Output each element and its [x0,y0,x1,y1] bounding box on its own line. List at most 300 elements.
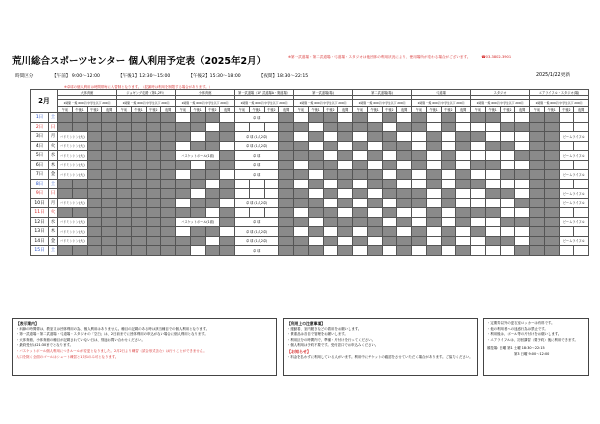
closed-cell [441,151,456,161]
closed-cell [367,246,382,256]
closed-cell [544,208,559,218]
closed-cell [397,170,412,180]
day-cell: 7日 [31,170,49,180]
closed-cell [161,113,176,123]
closed-cell [87,113,102,123]
updated-date: 2025/1/22更新 [536,73,571,78]
open-cell [338,236,353,246]
weekday-cell: 土 [49,246,58,256]
closed-cell [131,189,146,199]
schedule-line: 競技場: 日曜 第1 土曜 18:30～22:15 [487,346,545,351]
closed-cell [515,151,530,161]
open-cell [456,160,471,170]
closed-cell [146,246,161,256]
fee-header: 2時間 一般 600円 中学生以下 200円 [117,100,176,107]
open-cell [338,189,353,199]
closed-cell [426,246,441,256]
fee-header: 2時間 一般 600円 中学生以下 200円 [294,100,353,107]
closed-cell [544,217,559,227]
info-box-rules [283,318,478,376]
weekday-cell: 金 [49,236,58,246]
open-cell [515,141,530,151]
closed-cell [102,122,117,132]
area-header: 大体育館 [58,90,117,96]
closed-cell [117,208,132,218]
open-cell [353,227,368,237]
closed-cell [397,217,412,227]
period-header: 午前 [353,107,368,113]
event-cell: バドミントン(大) [58,217,88,227]
table-row [31,227,589,237]
table-row [31,179,589,189]
open-cell [574,208,589,218]
open-cell [412,170,427,180]
info-box-misc [483,318,589,376]
open-cell [426,151,441,161]
closed-cell [102,236,117,246]
weekday-cell: 日 [49,122,58,132]
open-cell [308,122,323,132]
month-cell: 2月 [31,90,58,113]
closed-cell [131,113,146,123]
closed-cell [102,141,117,151]
closed-cell [367,122,382,132]
closed-cell [146,170,161,180]
day-cell: 6日 [31,160,49,170]
closed-cell [367,170,382,180]
event-cell: 卓 球 (1人2卓) [235,198,279,208]
closed-cell [485,189,500,199]
open-cell [235,208,250,218]
open-cell [500,246,515,256]
closed-cell [382,132,397,142]
closed-cell [205,227,220,237]
open-cell [500,151,515,161]
closed-cell [500,189,515,199]
open-cell [515,113,530,123]
closed-cell [102,217,117,227]
closed-cell [530,198,545,208]
open-cell [441,208,456,218]
open-cell [471,122,486,132]
closed-cell [382,227,397,237]
closed-cell [279,198,294,208]
period-header: 午後2 [87,107,102,113]
closed-cell [426,208,441,218]
closed-cell [146,179,161,189]
closed-cell [500,122,515,132]
open-cell [249,208,264,218]
closed-cell [471,179,486,189]
table-row [31,122,589,132]
closed-cell [530,217,545,227]
event-cell: バドミントン(大) [58,198,88,208]
event-cell: バドミントン(大) [58,151,88,161]
closed-cell [382,179,397,189]
closed-cell [294,217,309,227]
period-header: 午後1 [544,107,559,113]
table-row [31,151,589,161]
open-cell [574,113,589,123]
closed-cell [308,113,323,123]
area-header: 弓道場 [412,90,471,96]
open-cell [485,179,500,189]
event-cell: バドミントン(大) [58,141,88,151]
open-cell [249,179,264,189]
event-cell: 卓 球 [235,170,279,180]
closed-cell [456,217,471,227]
period-header: 午前 [235,107,250,113]
open-cell [220,198,235,208]
closed-cell [279,151,294,161]
closed-cell [530,160,545,170]
closed-cell [294,141,309,151]
open-cell [176,113,191,123]
area-header: 第一武道場(場) [294,90,353,96]
open-cell [515,236,530,246]
closed-cell [87,141,102,151]
table-row [31,160,589,170]
period-header: 午後2 [500,107,515,113]
closed-cell [412,160,427,170]
event-cell: バドミントン(大) [58,236,88,246]
closed-cell [220,132,235,142]
closed-cell [353,141,368,151]
fee-header: 2時間 一般 600円 中学生以下 200円 [235,100,294,107]
open-cell [515,179,530,189]
rules-title: 【利用上の注意事項】 [287,321,325,326]
open-cell [574,160,589,170]
closed-cell [397,189,412,199]
day-cell: 13日 [31,227,49,237]
closed-cell [205,198,220,208]
open-cell [471,151,486,161]
open-cell [338,141,353,151]
closed-cell [58,246,73,256]
open-cell [397,113,412,123]
event-cell: バスケットボール(1面) [176,217,220,227]
open-cell [220,170,235,180]
open-cell [559,246,574,256]
closed-cell [102,160,117,170]
open-cell [397,132,412,142]
event-cell: ビームライフル [559,170,589,180]
closed-cell [117,122,132,132]
open-cell [382,122,397,132]
closed-cell [338,179,353,189]
day-cell: 8日 [31,179,49,189]
closed-cell [176,246,191,256]
guide-line: ・大体育館、小体育館の種目が記載されていない日は、別途お問い合わせください。 [16,337,145,342]
closed-cell [146,208,161,218]
event-cell: ビームライフル [559,198,589,208]
closed-cell [308,160,323,170]
misc-line: ・エアライフルは、初回講習（要予約）後に利用できます。 [487,337,578,342]
period-header: 午後2 [441,107,456,113]
open-cell [353,246,368,256]
closed-cell [441,160,456,170]
closed-cell [441,198,456,208]
closed-cell [190,236,205,246]
period-header: 午後2 [264,107,279,113]
open-cell [397,179,412,189]
closed-cell [220,160,235,170]
open-cell [559,179,574,189]
open-cell [176,141,191,151]
closed-cell [500,170,515,180]
open-cell [456,236,471,246]
closed-cell [471,113,486,123]
misc-line: ・定期券以外の更衣室ロッカーは有料です。 [487,321,555,325]
closed-cell [426,141,441,151]
closed-cell [131,198,146,208]
period-header: 午後1 [308,107,323,113]
open-cell [515,208,530,218]
misc-line: ・利用後は、ボール等の片付けをお願いします。 [487,332,562,337]
open-cell [367,113,382,123]
closed-cell [338,122,353,132]
closed-cell [205,113,220,123]
table-row [31,141,589,151]
open-cell [323,227,338,237]
notice-title: 【お知らせ】 [287,348,311,354]
closed-cell [117,189,132,199]
guide-line: ・第一武道場・第二武道場・弓道場・スタジオの「空白」は、2日前までに団体利用の申込がない場合に個人利用となります。 [16,332,208,337]
closed-cell [131,160,146,170]
fee-header: 2時間 一般 600円 中学生以下 200円 [471,100,530,107]
closed-cell [353,122,368,132]
top-notice: ※第一武道場・第二武道場・弓道場・スタジオは他団体の利用状況により、使用場所が変わる場合がございます。 ☎03-3802-3901 [288,55,512,59]
closed-cell [117,160,132,170]
open-cell [294,208,309,218]
open-cell [294,113,309,123]
closed-cell [485,236,500,246]
closed-cell [87,160,102,170]
closed-cell [87,132,102,142]
open-cell [515,189,530,199]
open-cell [426,122,441,132]
closed-cell [426,132,441,142]
closed-cell [530,179,545,189]
closed-cell [544,151,559,161]
rules-line: ・利用区分の時間内で、準備・片付けを行ってください。 [287,337,376,342]
open-cell [471,141,486,151]
guide-title: 【表示案内】 [16,321,39,326]
open-cell [294,160,309,170]
closed-cell [102,246,117,256]
open-cell [426,198,441,208]
closed-cell [530,170,545,180]
closed-cell [279,227,294,237]
open-cell [471,170,486,180]
open-cell [412,141,427,151]
closed-cell [382,141,397,151]
closed-cell [131,122,146,132]
event-cell: 卓 球 [235,113,279,123]
area-header: 第一武道場（1F 武道場A・剣道場） [235,90,294,96]
closed-cell [544,189,559,199]
period-header: 午後1 [367,107,382,113]
open-cell [485,246,500,256]
period-header: 夜間 [338,107,353,113]
closed-cell [161,160,176,170]
open-cell [220,227,235,237]
closed-cell [294,246,309,256]
open-cell [471,217,486,227]
closed-cell [117,170,132,180]
guide-line: 入口を除く全面のゴールはシュート練習と1対1のみ可となります。 [16,354,119,359]
closed-cell [146,198,161,208]
closed-cell [72,246,87,256]
open-cell [412,132,427,142]
open-cell [220,141,235,151]
open-cell [500,113,515,123]
closed-cell [87,227,102,237]
closed-cell [441,227,456,237]
closed-cell [87,189,102,199]
closed-cell [382,160,397,170]
open-cell [382,170,397,180]
closed-cell [308,246,323,256]
open-cell [441,170,456,180]
closed-cell [367,198,382,208]
open-cell [367,141,382,151]
closed-cell [117,141,132,151]
closed-cell [412,236,427,246]
closed-cell [161,189,176,199]
open-cell [515,227,530,237]
open-cell [456,151,471,161]
closed-cell [146,189,161,199]
open-cell [323,132,338,142]
open-cell [367,160,382,170]
closed-cell [102,189,117,199]
closed-cell [176,236,191,246]
open-cell [190,132,205,142]
open-cell [500,179,515,189]
closed-cell [397,236,412,246]
open-cell [412,217,427,227]
event-cell: 卓 球 [235,217,279,227]
closed-cell [456,179,471,189]
closed-cell [544,170,559,180]
closed-cell [456,141,471,151]
day-cell: 1日 [31,113,49,123]
closed-cell [72,189,87,199]
closed-cell [530,189,545,199]
event-cell: ビームライフル [559,189,589,199]
open-cell [500,198,515,208]
closed-cell [353,236,368,246]
closed-cell [87,170,102,180]
closed-cell [161,217,176,227]
open-cell [441,217,456,227]
open-cell [456,198,471,208]
closed-cell [220,189,235,199]
event-cell: 卓 球 (1人2卓) [235,227,279,237]
closed-cell [308,179,323,189]
closed-cell [500,141,515,151]
open-cell [205,179,220,189]
open-cell [220,113,235,123]
closed-cell [530,151,545,161]
guide-line: ・最終受付は21:30までとなります。 [16,343,73,348]
closed-cell [338,246,353,256]
open-cell [456,122,471,132]
open-cell [456,113,471,123]
closed-cell [530,236,545,246]
period-header: 午後2 [559,107,574,113]
closed-cell [294,189,309,199]
hours-bar [12,71,517,80]
closed-cell [146,151,161,161]
closed-cell [190,122,205,132]
closed-cell [544,132,559,142]
closed-cell [367,132,382,142]
page-title: 荒川総合スポーツセンター 個人利用予定表（2025年2月） [12,56,267,67]
closed-cell [131,170,146,180]
period-header: 夜間 [574,107,589,113]
open-cell [338,113,353,123]
event-cell: 卓 球 [235,246,279,256]
open-cell [382,198,397,208]
closed-cell [146,217,161,227]
closed-cell [338,151,353,161]
closed-cell [205,141,220,151]
closed-cell [353,113,368,123]
open-cell [485,198,500,208]
closed-cell [294,151,309,161]
closed-cell [544,246,559,256]
closed-cell [544,227,559,237]
open-cell [294,179,309,189]
table-row [31,132,589,142]
open-cell [500,160,515,170]
closed-cell [131,132,146,142]
closed-cell [161,246,176,256]
open-cell [574,141,589,151]
closed-cell [308,208,323,218]
closed-cell [485,141,500,151]
closed-cell [58,122,73,132]
open-cell [485,217,500,227]
closed-cell [544,160,559,170]
closed-cell [146,236,161,246]
closed-cell [279,208,294,218]
closed-cell [544,236,559,246]
closed-cell [72,122,87,132]
open-cell [500,208,515,218]
closed-cell [382,236,397,246]
closed-cell [308,132,323,142]
period-header: 午後2 [323,107,338,113]
closed-cell [87,246,102,256]
closed-cell [515,217,530,227]
closed-cell [161,198,176,208]
open-cell [441,141,456,151]
fee-header: 2時間 一般 600円 中学生以下 200円 [530,100,589,107]
period-header: 午後2 [205,107,220,113]
closed-cell [146,227,161,237]
area-header: エアライフル・スタジオ(場) [530,90,589,96]
period-header: 午前 [117,107,132,113]
closed-cell [279,217,294,227]
day-cell: 2日 [31,122,49,132]
closed-cell [279,179,294,189]
closed-cell [161,132,176,142]
weekday-cell: 月 [49,132,58,142]
weekday-cell: 土 [49,113,58,123]
